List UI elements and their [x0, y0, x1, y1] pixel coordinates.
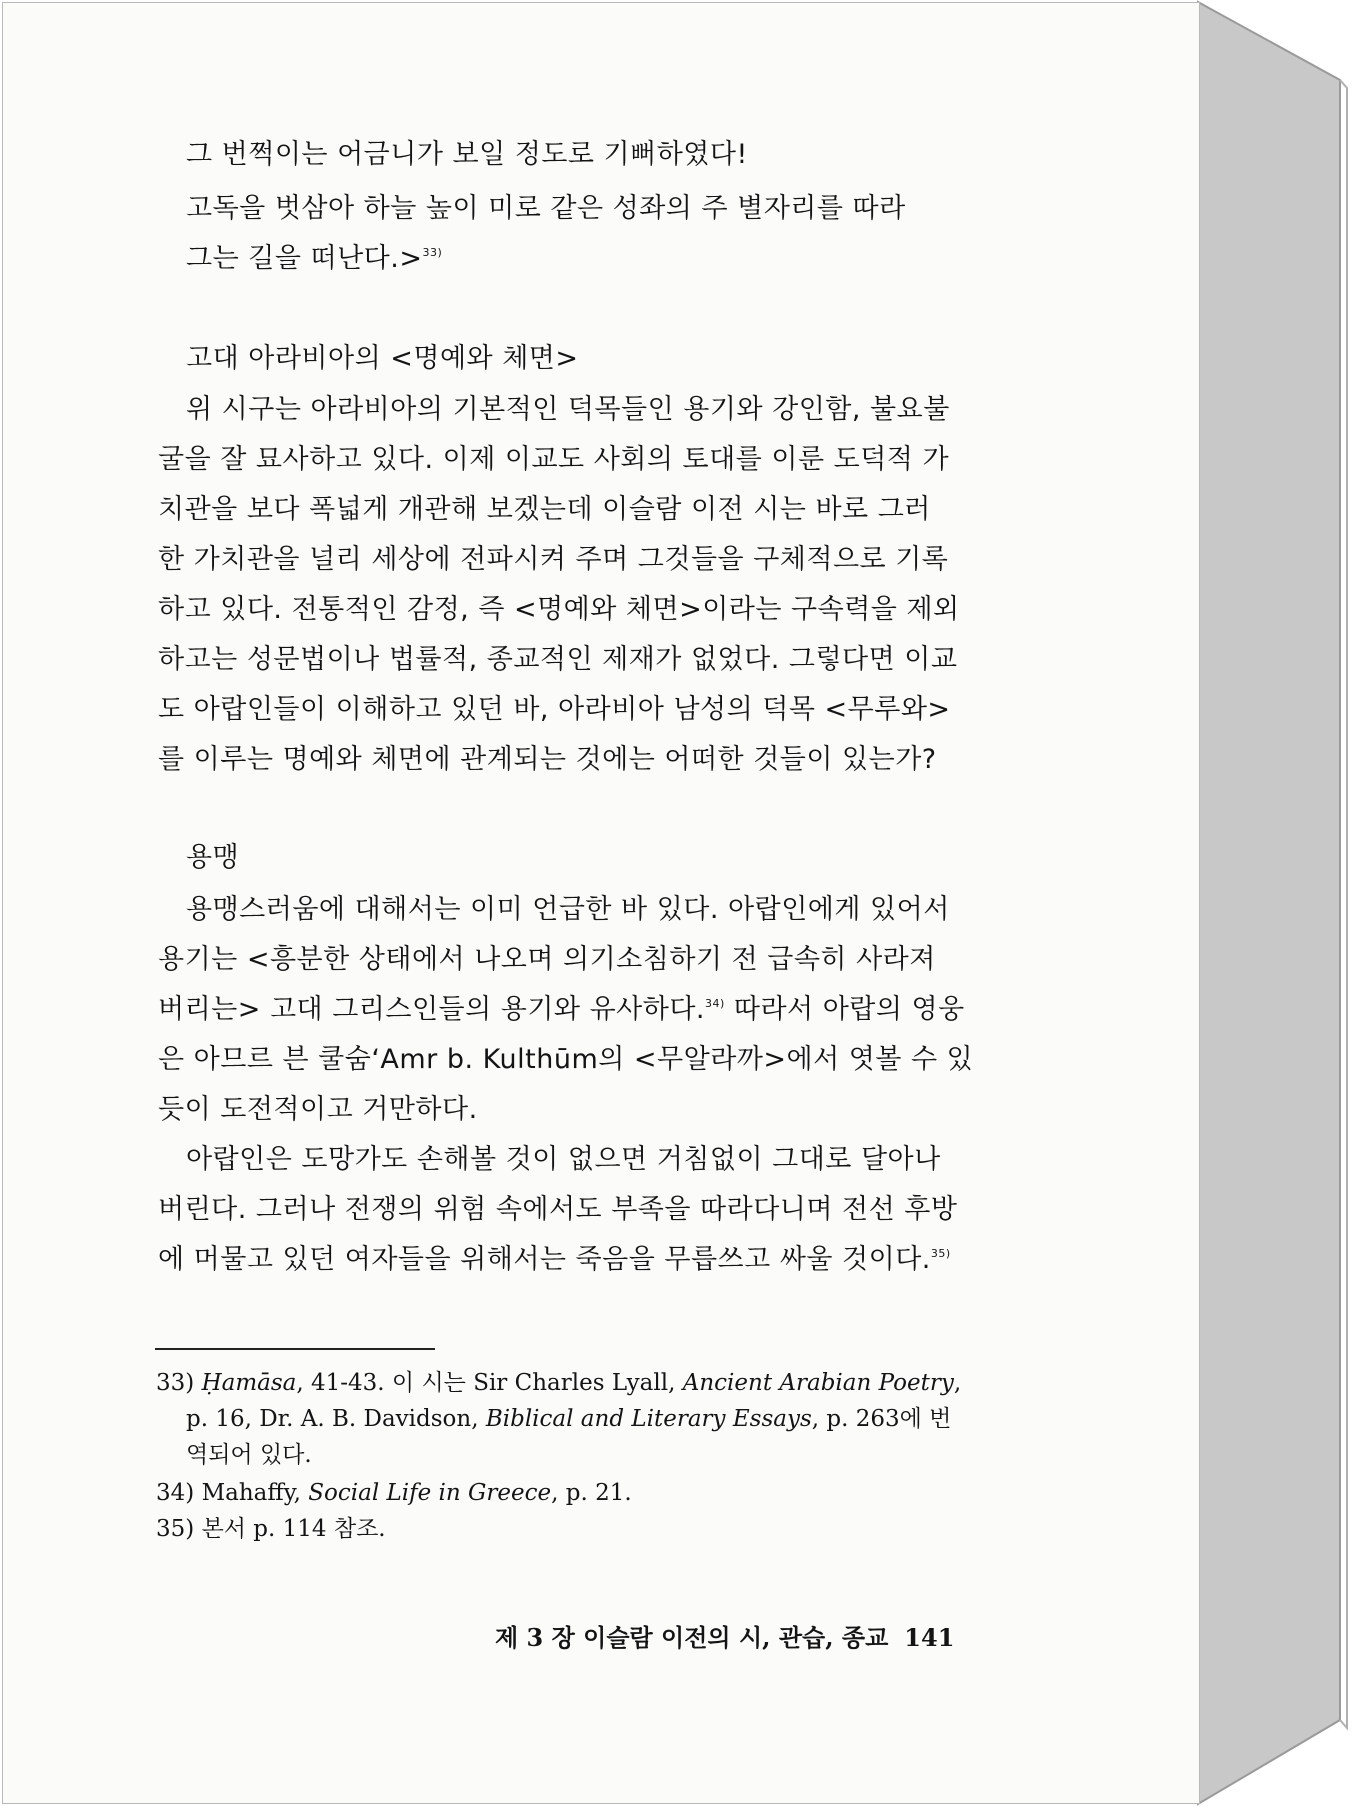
paragraph-line [158, 992, 965, 1028]
footnote-ref-34: 34) [705, 997, 725, 1010]
footnote-rule [155, 1348, 435, 1350]
footnote-ref-35: 35) [930, 1247, 951, 1260]
footnote-book-title: Ancient Arabian Poetry [682, 1370, 954, 1396]
footnote-title: Ḥamāsa [201, 1370, 297, 1396]
poem-line: 고독을 벗삼아 하늘 높이 미로 같은 성좌의 주 별자리를 따라 [186, 193, 906, 224]
poem-line-text: 그는 길을 떠난다.> [186, 243, 423, 274]
footnote-number: 35) [156, 1516, 195, 1542]
paragraph-line: 도 아랍인들이 이해하고 있던 바, 아라비아 남성의 덕목 <무루와> [158, 694, 951, 725]
poem-line [186, 241, 442, 277]
paragraph-line: 를 이루는 명예와 체면에 관계되는 것에는 어떠한 것들이 있는가? [158, 744, 937, 775]
paragraph-line: 굴을 잘 묘사하고 있다. 이제 이교도 사회의 토대를 이룬 도덕적 가 [158, 444, 950, 475]
footnote-text: , 41-43. 이 시는 Sir Charles Lyall, [296, 1370, 683, 1396]
paragraph-line: 용맹스러움에 대해서는 이미 언급한 바 있다. 아랍인에게 있어서 [186, 894, 950, 925]
page-footer [495, 1622, 954, 1654]
footnote-text: , [953, 1370, 962, 1396]
section-heading: 용맹 [186, 842, 240, 873]
paragraph-line: 하고 있다. 전통적인 감정, 즉 <명예와 체면>이라는 구속력을 제외 [158, 594, 960, 625]
footnote-number: 34) [156, 1480, 195, 1506]
footnote-text: Mahaffy, [201, 1480, 309, 1506]
paragraph-line: 버린다. 그러나 전쟁의 위험 속에서도 부족을 따라다니며 전선 후방 [158, 1194, 958, 1225]
paragraph-line: 듯이 도전적이고 거만하다. [158, 1094, 478, 1125]
footnote-text: , p. 21. [551, 1480, 632, 1506]
paragraph-line: 용기는 <흥분한 상태에서 나오며 의기소침하기 전 급속히 사라져 [158, 944, 936, 975]
poem-line: 그 번쩍이는 어금니가 보일 정도로 기뻐하였다! [186, 139, 748, 170]
footnote-book-title: Social Life in Greece [308, 1480, 552, 1506]
paragraph-line [158, 1242, 951, 1278]
footnote-number: 33) [156, 1370, 195, 1396]
paragraph-line: 은 아므르 븐 쿨숨‘Amr b. Kulthūm의 <무알라까>에서 엿볼 수 있 [158, 1044, 974, 1075]
paragraph-line: 하고는 성문법이나 법률적, 종교적인 제재가 없었다. 그렇다면 이교 [158, 644, 958, 675]
footnote-35 [156, 1514, 386, 1544]
section-heading: 고대 아라비아의 <명예와 체면> [186, 343, 579, 374]
paragraph-text: 따라서 아랍의 영웅 [724, 994, 965, 1025]
footnote-text: p. 16, Dr. A. B. Davidson, [186, 1406, 486, 1432]
paragraph-text: 버리는> 고대 그리스인들의 용기와 유사하다. [158, 994, 706, 1025]
paragraph-line: 위 시구는 아라비아의 기본적인 덕목들인 용기와 강인함, 불요불 [186, 394, 950, 425]
paragraph-line: 치관을 보다 폭넓게 개관해 보겠는데 이슬람 이전 시는 바로 그러 [158, 494, 931, 525]
footnote-33-cont: 역되어 있다. [186, 1442, 312, 1468]
paragraph-line: 아랍인은 도망가도 손해볼 것이 없으면 거침없이 그대로 달아나 [186, 1144, 941, 1175]
footnote-text: 본서 p. 114 참조. [201, 1516, 386, 1542]
footnote-book-title: Biblical and Literary Essays [485, 1406, 812, 1432]
page-number: 141 [904, 1623, 955, 1652]
footnote-text: , p. 263에 번 [811, 1406, 952, 1432]
footnote-33-cont [186, 1404, 951, 1434]
paragraph-text: 에 머물고 있던 여자들을 위해서는 죽음을 무릅쓰고 싸울 것이다. [158, 1244, 931, 1275]
running-head: 제 3 장 이슬람 이전의 시, 관습, 종교 [495, 1623, 889, 1652]
footnote-ref-33: 33) [422, 246, 443, 259]
paragraph-line: 한 가치관을 널리 세상에 전파시켜 주며 그것들을 구체적으로 기록 [158, 544, 949, 575]
footnote-33 [156, 1368, 961, 1398]
footnote-34 [156, 1478, 632, 1508]
